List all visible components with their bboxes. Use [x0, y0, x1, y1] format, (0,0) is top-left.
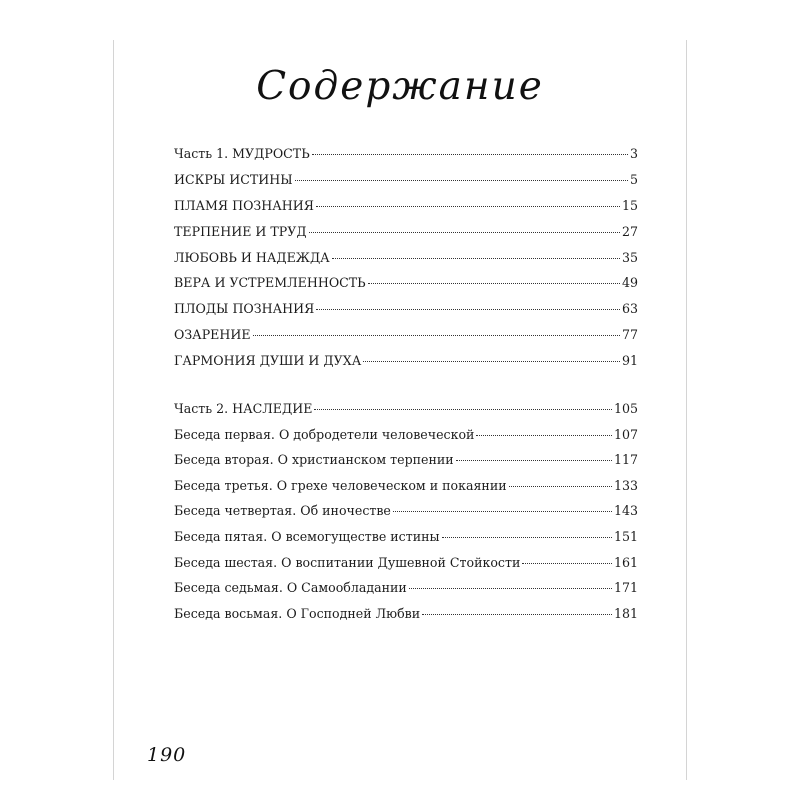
leader-dots — [522, 563, 612, 564]
leader-dots — [253, 335, 620, 336]
toc-entry-page: 35 — [621, 249, 638, 265]
toc-entry — [174, 529, 638, 555]
leader-dots — [393, 511, 612, 512]
toc-entry-page: 117 — [613, 452, 638, 468]
toc-entry-title: Беседа вторая. О христианском терпении — [174, 452, 454, 468]
leader-dots — [368, 283, 620, 284]
toc-entry — [174, 172, 638, 198]
toc-entry — [174, 198, 638, 224]
toc-entry-page: 27 — [621, 223, 638, 239]
toc-entry-page: 15 — [621, 197, 638, 213]
toc-entry — [174, 503, 638, 529]
toc-entry — [174, 301, 638, 327]
leader-dots — [363, 361, 620, 362]
leader-dots — [476, 435, 612, 436]
page-edge-right — [686, 40, 687, 780]
toc-entry-page: 107 — [613, 426, 638, 442]
leader-dots — [422, 614, 612, 615]
page-edge-left — [113, 40, 114, 780]
toc-entry-page: 3 — [629, 146, 638, 161]
leader-dots — [295, 180, 628, 181]
toc-entry-page: 133 — [613, 477, 638, 493]
toc-entry-title: ПЛАМЯ ПОЗНАНИЯ — [174, 197, 314, 213]
toc-entry-page: 151 — [613, 528, 638, 544]
leader-dots — [314, 409, 612, 410]
toc-entry-title: Беседа шестая. О воспитании Душевной Стойкости — [174, 554, 521, 570]
toc-entry-title: Беседа четвертая. Об иночестве — [174, 503, 391, 519]
toc-entry-page: 49 — [621, 275, 638, 291]
toc-entry-title: Беседа восьмая. О Господней Любви — [174, 605, 421, 621]
toc-entry — [174, 478, 638, 504]
leader-dots — [409, 588, 612, 589]
toc-entry-title: Беседа третья. О грехе человеческом и покаянии — [174, 477, 507, 493]
toc-entry — [174, 401, 638, 427]
toc-entry — [174, 427, 638, 453]
page-title: Содержание — [256, 64, 544, 109]
page-number: 190 — [147, 744, 187, 766]
toc-entry — [174, 146, 638, 172]
toc-entry — [174, 250, 638, 276]
toc-entry-page: 77 — [621, 327, 638, 343]
toc-entry-title: ВЕРА И УСТРЕМЛЕННОСТЬ — [174, 275, 366, 291]
toc-entry-title: ПЛОДЫ ПОЗНАНИЯ — [174, 301, 315, 317]
leader-dots — [442, 537, 612, 538]
toc-entry — [174, 353, 638, 379]
toc-entry-title: ЛЮБОВЬ И НАДЕЖДА — [174, 249, 330, 265]
toc-entry-page: 63 — [621, 301, 638, 317]
toc-entry-title: ГАРМОНИЯ ДУШИ И ДУХА — [174, 353, 362, 369]
leader-dots — [509, 486, 612, 487]
leader-dots — [456, 460, 612, 461]
toc-entry-page: 161 — [613, 554, 638, 570]
toc-entry-page: 171 — [613, 580, 638, 596]
toc-entry-title: ИСКРЫ ИСТИНЫ — [174, 171, 293, 187]
toc-part-1 — [174, 146, 638, 379]
toc-entry — [174, 224, 638, 250]
toc-entry — [174, 327, 638, 353]
leader-dots — [332, 258, 620, 259]
toc-entry — [174, 606, 638, 632]
toc-entry-title: Беседа первая. О добродетели человеческой — [174, 426, 475, 442]
toc-entry-title: Беседа пятая. О всемогуществе истины — [174, 528, 440, 544]
toc-part-2 — [174, 401, 638, 631]
leader-dots — [312, 154, 628, 155]
toc-entry-page: 91 — [621, 353, 638, 369]
toc-entry-page: 181 — [613, 605, 638, 621]
toc-entry — [174, 555, 638, 581]
toc-entry-title: Беседа седьмая. О Самообладании — [174, 580, 407, 596]
toc-entry-page: 143 — [613, 503, 638, 519]
toc-entry-page: 105 — [613, 401, 638, 416]
toc-entry-title: Часть 1. МУДРОСТЬ — [174, 146, 310, 161]
toc-entry-title: ОЗАРЕНИЕ — [174, 327, 251, 343]
leader-dots — [309, 232, 620, 233]
leader-dots — [316, 206, 620, 207]
toc-entry — [174, 580, 638, 606]
toc-entry-title: ТЕРПЕНИЕ И ТРУД — [174, 223, 307, 239]
leader-dots — [316, 309, 620, 310]
toc-entry — [174, 452, 638, 478]
toc-entry — [174, 275, 638, 301]
toc-entry-page: 5 — [629, 171, 638, 187]
toc-entry-title: Часть 2. НАСЛЕДИЕ — [174, 401, 313, 416]
